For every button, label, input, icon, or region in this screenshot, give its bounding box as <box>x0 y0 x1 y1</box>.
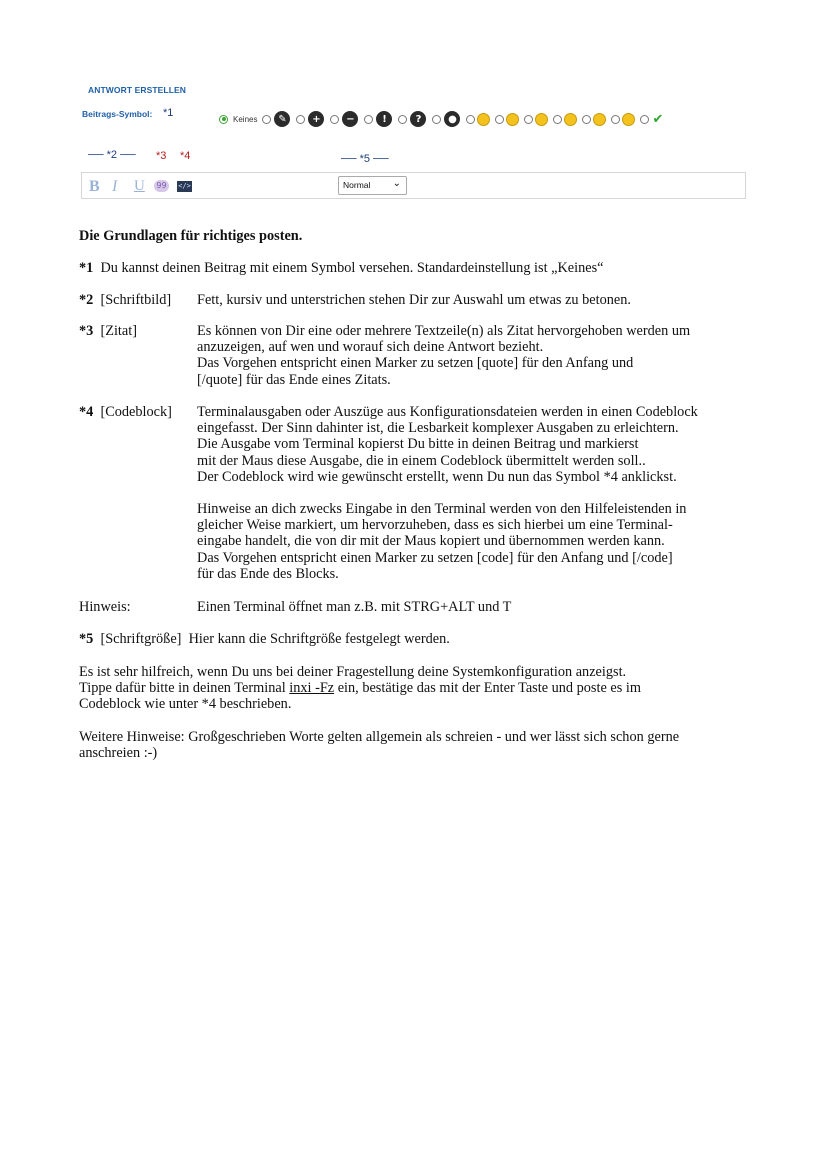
paragraph-sysinfo: Es ist sehr hilfreich, wenn Du uns bei deiner Fragestellung deine Systemkonfiguration anzeigst. Tippe dafür bitte in deinen Terminal inxi -Fz ein, bestätige das mit der Enter Taste und poste es im Codeblock wie unter *4 beschrieben. <box>79 664 641 713</box>
annotation-1: *1 <box>163 107 174 119</box>
quote-button[interactable]: 99 <box>154 180 169 192</box>
font-size-select[interactable] <box>338 176 407 195</box>
radio-minus[interactable] <box>330 115 339 124</box>
radio-smile[interactable] <box>466 115 475 124</box>
symbol-radio-group <box>219 110 663 128</box>
underline-button[interactable]: U <box>134 178 145 194</box>
radio-angry[interactable] <box>495 115 504 124</box>
hint-text: Einen Terminal öffnet man z.B. mit STRG+ALT und T <box>197 599 512 615</box>
command-inxi: inxi -Fz <box>289 680 335 697</box>
doc-heading: Die Grundlagen für richtiges posten. <box>79 228 303 244</box>
hint: Hinweis: Einen Terminal öffnet man z.B. mit STRG+ALT und T <box>79 599 512 615</box>
annotation-2: ── *2 ── <box>88 149 136 161</box>
paragraph-further-hints: Weitere Hinweise: Großgeschrieben Worte gelten allgemein als schreien - und wer lässt sich schon gerne anschreien :-) <box>79 729 680 762</box>
radio-question[interactable] <box>398 115 407 124</box>
radio-idea[interactable] <box>432 115 441 124</box>
bold-button[interactable]: B <box>89 178 100 195</box>
section-2-text: Fett, kursiv und unterstrichen stehen Dir zur Auswahl um etwas zu betonen. <box>197 292 631 308</box>
annotation-4: *4 <box>180 150 191 162</box>
edit-icon: ✎ <box>274 111 290 127</box>
angry-smiley-icon <box>506 113 519 126</box>
annotation-3: *3 <box>156 150 167 162</box>
radio-grin[interactable] <box>524 115 533 124</box>
exclamation-icon: ! <box>376 111 392 127</box>
editor-toolbar <box>81 172 746 199</box>
radio-none[interactable] <box>219 115 228 124</box>
minus-circle-icon: − <box>342 111 358 127</box>
section-5-text: Hier kann die Schriftgröße festgelegt werden. <box>188 631 450 647</box>
grin-smiley-icon <box>535 113 548 126</box>
radio-edit[interactable] <box>262 115 271 124</box>
section-1-text: Du kannst deinen Beitrag mit einem Symbol versehen. Standardeinstellung ist „Keines“ <box>100 260 604 276</box>
section-4-text: Terminalausgaben oder Auszüge aus Konfigurationsdateien werden in einen Codeblock eingefasst. Der Sinn dahinter ist, die Lesbarkeit komplexer Ausgaben zu erleichtern. Die Ausgabe vom Terminal kopierst Du bitte in deinen Beitrag und markierst mit der Maus diese Ausgabe, die in einem Codeblock übermittelt werden soll.. Der Codeblock wird wie gewünscht erstellt, wenn Du nun das Symbol *4 anklickst. Hinweise an dich zwecks Eingabe in den Terminal werden von den Hilfeleistenden in gleicher Weise markiert, um hervorzuheben, dass es sich hierbei um eine Terminal- eingabe handelt, die von dir mit der Maus kopiert und übernommen werden kann. Das Vorgehen entspricht einen Marker zu setzen [code] für den Anfang und [/code] für das Ende des Blocks. <box>197 404 698 582</box>
section-3: *3 [Zitat] Es können von Dir eine oder mehrere Textzeile(n) als Zitat hervorgehoben werden um anzuzeigen, auf wen und worauf sich deine Antwort bezieht. Das Vorgehen entspricht einen Marker zu setzen [quote] für den Anfang und [/quote] für das Ende eines Zitats. <box>79 323 779 393</box>
section-1-mark: *1 <box>79 260 94 276</box>
lightbulb-icon: ● <box>444 111 460 127</box>
section-3-text: Es können von Dir eine oder mehrere Textzeile(n) als Zitat hervorgehoben werden um anzuzeigen, auf wen und worauf sich deine Antwort bezieht. Das Vorgehen entspricht einen Marker zu setzen [quote] für den Anfang und [/quote] für das Ende eines Zitats. <box>197 323 691 388</box>
radio-exclamation[interactable] <box>364 115 373 124</box>
sad-smiley-icon <box>593 113 606 126</box>
code-button[interactable]: </> <box>178 182 191 190</box>
laugh-smiley-icon <box>564 113 577 126</box>
radio-plus[interactable] <box>296 115 305 124</box>
plus-circle-icon: + <box>308 111 324 127</box>
radio-sad[interactable] <box>582 115 591 124</box>
radio-check[interactable] <box>640 115 649 124</box>
italic-button[interactable]: I <box>112 178 118 195</box>
radio-wink[interactable] <box>611 115 620 124</box>
checkmark-icon: ✔ <box>652 111 664 127</box>
radio-laugh[interactable] <box>553 115 562 124</box>
section-5: *5 [Schriftgröße] Hier kann die Schriftgröße festgelegt werden. <box>79 631 450 647</box>
section-1 <box>79 260 779 276</box>
question-icon: ? <box>410 111 426 127</box>
symbol-label: Beitrags-Symbol: <box>82 109 153 119</box>
smiley-icon <box>477 113 490 126</box>
wink-smiley-icon <box>622 113 635 126</box>
section-4: *4 [Codeblock] Terminalausgaben oder Auszüge aus Konfigurationsdateien werden in einen Codeblock eingefasst. Der Sinn dahinter ist, die Lesbarkeit komplexer Ausgaben zu erleichtern. Die Ausgabe vom Terminal kopierst Du bitte in deinen Beitrag und markierst mit der Maus diese Ausgabe, die in einem Codeblock übermittelt werden soll.. Der Codeblock wird wie gewünscht erstellt, wenn Du nun das Symbol *4 anklickst. Hinweise an dich zwecks Eingabe in den Terminal werden von den Hilfeleistenden in gleicher Weise markiert, um hervorzuheben, dass es sich hierbei um eine Terminal- eingabe handelt, die von dir mit der Maus kopiert und übernommen werden kann. Das Vorgehen entspricht einen Marker zu setzen [code] für den Anfang und [/code] für das Ende des Blocks. <box>79 404 779 584</box>
reply-title: ANTWORT ERSTELLEN <box>88 85 187 95</box>
annotation-5: ── *5 ── <box>341 153 389 165</box>
section-2: *2 [Schriftbild] Fett, kursiv und unterstrichen stehen Dir zur Auswahl um etwas zu betonen. <box>79 292 631 308</box>
chevron-down-icon: ⌄ <box>392 178 401 189</box>
radio-none-label: Keines <box>233 114 258 124</box>
font-size-value: Normal <box>343 180 371 190</box>
